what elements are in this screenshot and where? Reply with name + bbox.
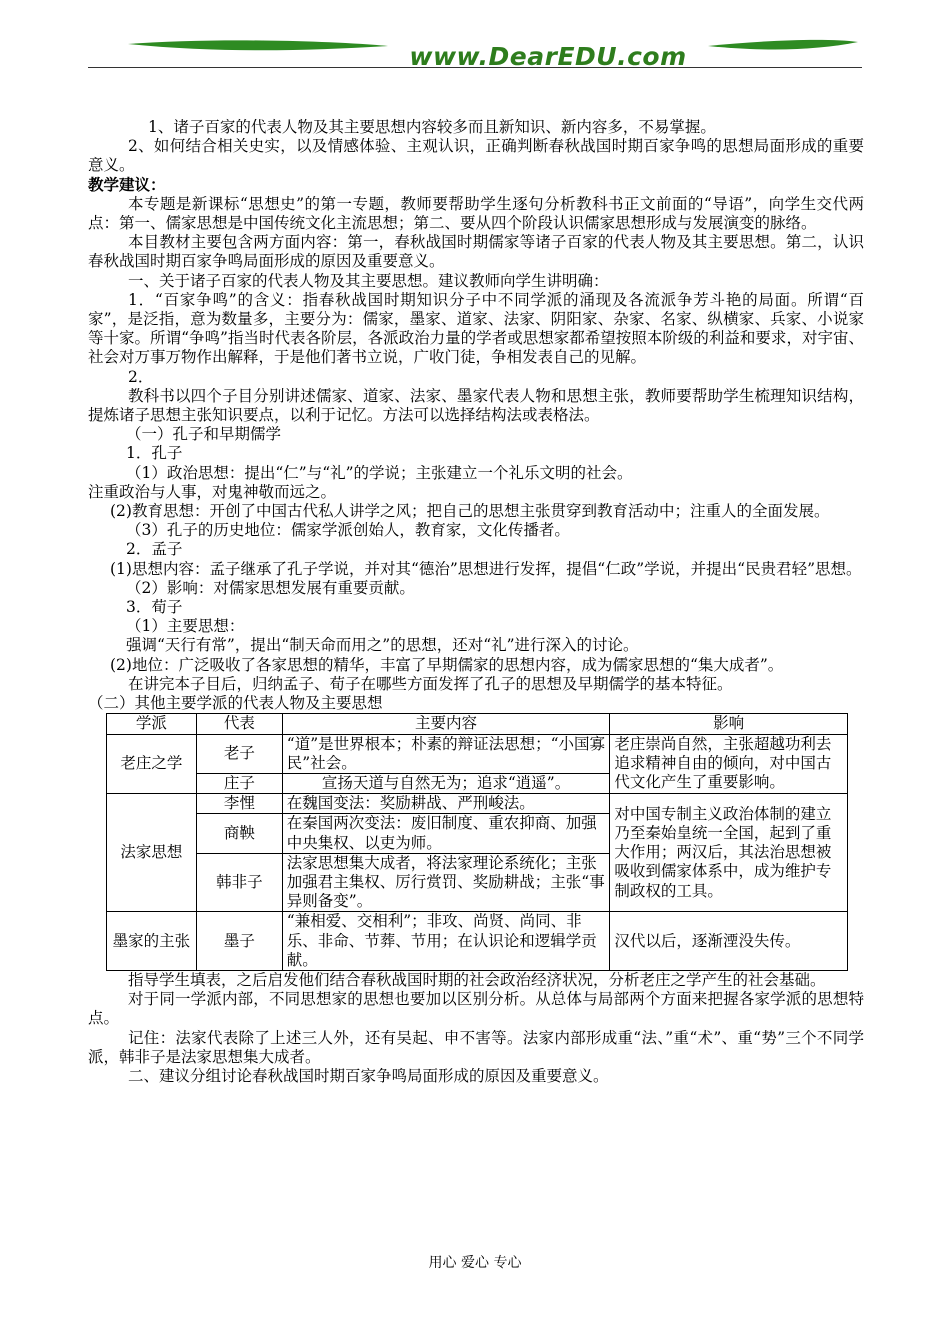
paragraph: 一、关于诸子百家的代表人物及其主要思想。建议教师向学生讲明确： (128, 271, 609, 290)
document-body (88, 118, 864, 1086)
header-divider (88, 67, 862, 68)
influence-cell: 老庄崇尚自然，主张超越功利去追求精神自由的倾向，对中国古代文化产生了重要影响。 (610, 734, 848, 794)
table-row (107, 794, 848, 814)
influence-cell: 对中国专制主义政治体制的建立乃至秦始皇统一全国，起到了重大作用；两汉后，其法治思想被吸收到儒家体系中，成为维护专制政权的工具。 (610, 794, 848, 912)
table-header-row (107, 714, 848, 734)
page-header (88, 36, 862, 76)
subheading: 2．孟子 (126, 540, 183, 559)
rep-cell: 韩非子 (196, 853, 282, 912)
content-cell: 法家思想集大成者，将法家理论系统化；主张加强君主集权、厉行赏罚、奖励耕战；主张“事异则备变”。 (282, 853, 610, 912)
paragraph: 二、建议分组讨论春秋战国时期百家争鸣局面形成的原因及重要意义。 (128, 1066, 609, 1085)
content-cell: 在魏国变法：奖励耕战、严刑峻法。 (282, 794, 610, 814)
paragraph: 指导学生填表，之后启发他们结合春秋战国时期的社会政治经济状况，分析老庄之学产生的社会基础。 (128, 970, 826, 989)
paragraph: 注重政治与人事，对鬼神敬而远之。 (88, 482, 337, 501)
paragraph: 强调“天行有常”，提出“制天命而用之”的思想，还对“礼”进行深入的讨论。 (126, 636, 639, 655)
difficulty-point-2: 2、如何结合相关史实，以及情感体验、主观认识，正确判断春秋战国时期百家争鸣的思想局面形成的重要意义。 (88, 137, 864, 175)
paragraph: （2）影响：对儒家思想发展有重要贡献。 (126, 578, 415, 597)
paragraph: 1．“百家争鸣”的含义：指春秋战国时期知识分子中不同学派的涌现及各流派争芳斗艳的局面。所谓“百家”，是泛指，意为数量多，主要分为：儒家，墨家、道家、法家、阴阳家、杂家、名家、纵横家、兵家、小说家等十家。所谓“争鸣”指当时代表各阶层，各派政治力量的学者或思想家都希望按照本阶级的利益和要求，对宇宙、社会对万事万物作出解释，于是他们著书立说，广收门徒，争相发表自己的见解。 (88, 290, 864, 367)
paragraph: 教科书以四个子目分别讲述儒家、道家、法家、墨家代表人物和思想主张，教师要帮助学生梳理知识结构，提炼诸子思想主张知识要点，以利于记忆。方法可以选择结构法或表格法。 (88, 386, 864, 425)
paragraph: 记住：法家代表除了上述三人外，还有吴起、申不害等。法家内部形成重“法、”重“术”、重“势”三个不同学派，韩非子是法家思想集大成者。 (88, 1028, 864, 1066)
rep-cell: 墨子 (196, 912, 282, 971)
difficulty-point-1: 1、诸子百家的代表人物及其主要思想内容较多而且新知识、新内容多，不易掌握。 (148, 118, 716, 136)
table-header-cell: 影响 (610, 714, 848, 734)
rep-cell: 商鞅 (196, 814, 282, 853)
subheading: 3．荀子 (126, 598, 183, 617)
table-caption: （二）其他主要学派的代表人物及主要思想 (88, 694, 383, 713)
school-cell (107, 734, 197, 794)
paragraph: 在讲完本子目后，归纳孟子、荀子在哪些方面发挥了孔子的思想及早期儒学的基本特征。 (128, 674, 733, 693)
influence-cell: 汉代以后，逐渐湮没失传。 (610, 912, 848, 971)
table-header-cell: 主要内容 (282, 714, 610, 734)
school-cell: 法家思想 (107, 794, 197, 912)
content-cell: 在秦国两次变法：废旧制度、重农抑商、加强中央集权、以吏为师。 (282, 814, 610, 853)
paragraph: （1）主要思想： (126, 617, 245, 636)
school-name: 老庄之学 (120, 754, 183, 773)
rep-cell: 庄子 (196, 773, 282, 793)
content-cell: “道”是世界根本；朴素的辩证法思想；“小国寡民”社会。 (282, 734, 610, 773)
rep-cell: 老子 (196, 734, 282, 773)
site-logo-text: www.DearEDU.com (409, 42, 687, 71)
content-cell: 宣扬天道与自然无为；追求“逍遥”。 (282, 773, 610, 793)
paragraph: (2)地位：广泛吸收了各家思想的精华，丰富了早期儒家的思想内容，成为儒家思想的“集大成者”。 (110, 655, 784, 674)
paragraph: 本专题是新课标“思想史”的第一专题，教师要帮助学生逐句分析教科书正文前面的“导语”，向学生交代两点：第一、儒家思想是中国传统文化主流思想；第二、要从四个阶段认识儒家思想形成与发展演变的脉络。 (88, 194, 864, 233)
rep-cell: 李悝 (196, 794, 282, 814)
page-footer: 用心 爱心 专心 (428, 1255, 522, 1271)
schools-table (106, 713, 848, 971)
paragraph: 对于同一学派内部，不同思想家的思想也要加以区别分析。从总体与局部两个方面来把握各家学派的思想特点。 (88, 990, 864, 1028)
section-title: 教学建议： (88, 175, 166, 194)
table-header-cell: 代表 (196, 714, 282, 734)
table-row (107, 734, 848, 773)
subheading: 1．孔子 (126, 444, 183, 463)
table-header-cell: 学派 (107, 714, 197, 734)
paragraph: (1)思想内容：孟子继承了孔子学说，并对其“德治”思想进行发挥，提倡“仁政”学说，并提出“民贵君轻”思想。 (110, 559, 862, 578)
paragraph: （1）政治思想：提出“仁”与“礼”的学说；主张建立一个礼乐文明的社会。 (126, 463, 633, 482)
paragraph: 2． (128, 367, 154, 386)
school-cell: 墨家的主张 (107, 912, 197, 971)
paragraph: (2)教育思想：开创了中国古代私人讲学之风；把自己的思想主张贯穿到教育活动中；注重人的全面发展。 (110, 502, 830, 521)
table-row (107, 912, 848, 971)
paragraph: 本目教材主要包含两方面内容：第一，春秋战国时期儒家等诸子百家的代表人物及其主要思想。第二，认识春秋战国时期百家争鸣局面形成的原因及重要意义。 (88, 233, 864, 271)
paragraph: （3）孔子的历史地位：儒家学派创始人，教育家，文化传播者。 (126, 521, 570, 540)
subheading: （一）孔子和早期儒学 (126, 425, 282, 444)
content-cell: “兼相爱、交相利”；非攻、尚贤、尚同、非乐、非命、节葬、节用；在认识论和逻辑学贡献。 (282, 912, 610, 971)
